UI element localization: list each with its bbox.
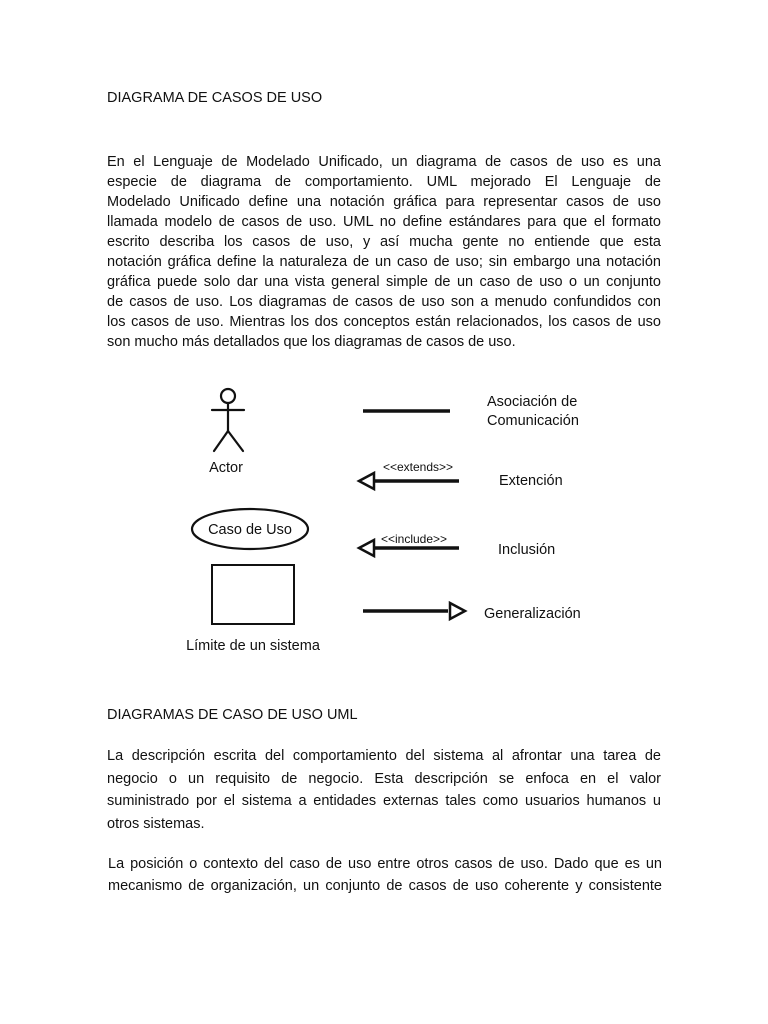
paragraph-posicion — [108, 853, 662, 897]
paragraph-line: de casos de uso. Los diagramas de casos de uso son a menudo confundidos con — [107, 294, 661, 310]
actor-label: Actor — [209, 460, 243, 476]
paragraph-line: En el Lenguaje de Modelado Unificado, un diagrama de casos de uso es una — [107, 154, 661, 170]
association-label-line2: Comunicación — [487, 413, 579, 429]
paragraph-line: especie de diagrama de comportamiento. UML mejorado El Lenguaje de — [107, 174, 661, 190]
section-title-diagrama-casos-uso: DIAGRAMA DE CASOS DE USO — [107, 90, 323, 106]
paragraph-line: escrito describa los casos de uso, y así mucha gente no entiende que esta — [107, 234, 661, 250]
paragraph-line: La descripción escrita del comportamiento del sistema al afrontar una tarea de — [107, 748, 661, 764]
actor-stick-figure-icon — [212, 389, 244, 451]
generalization-arrow — [363, 603, 465, 619]
paragraph-line: gráfica puede solo dar una vista general simple de un caso de uso o un conjunto — [107, 274, 661, 290]
paragraph-line: suministrado por el sistema a entidades externas tales como usuarios humanos u — [107, 793, 661, 809]
paragraph-line: notación gráfica define la naturaleza de un caso de uso; sin embargo una notación — [107, 254, 661, 270]
paragraph-line: los casos de uso. Mientras los dos conceptos están relacionados, los casos de uso — [107, 314, 661, 330]
paragraph-line: La posición o contexto del caso de uso entre otros casos de uso. Dado que es un — [108, 856, 662, 872]
association-label-line1: Asociación de — [487, 394, 578, 410]
uml-notation-diagram — [170, 378, 610, 663]
paragraph-line: otros sistemas. — [107, 815, 205, 832]
extends-arrow — [359, 473, 459, 489]
include-stereotype: <<include>> — [380, 532, 448, 546]
system-boundary-rectangle — [212, 565, 294, 624]
paragraph-descripcion — [107, 745, 661, 835]
paragraph-line: llamada modelo de casos de uso. UML no define estándares para que el formato — [107, 214, 661, 230]
use-case-label: Caso de Uso — [208, 522, 292, 538]
paragraph-line: negocio o un requisito de negocio. Esta descripción se enfoca en el valor — [107, 770, 661, 787]
extends-label: Extención — [499, 473, 563, 489]
paragraph-line: son mucho más detallados que los diagramas de casos de uso. — [107, 334, 516, 350]
include-label: Inclusión — [498, 542, 556, 558]
intro-paragraph — [107, 152, 661, 352]
paragraph-line: Modelado Unificado define una notación gráfica para representar casos de uso — [107, 194, 661, 210]
extends-stereotype: <<extends>> — [382, 460, 454, 474]
paragraph-line: mecanismo de organización, un conjunto de casos de uso coherente y consistente — [108, 878, 662, 894]
generalization-label: Generalización — [484, 606, 581, 622]
system-boundary-label: Límite de un sistema — [186, 638, 320, 654]
section-title-diagramas-uml: DIAGRAMAS DE CASO DE USO UML — [107, 707, 358, 723]
